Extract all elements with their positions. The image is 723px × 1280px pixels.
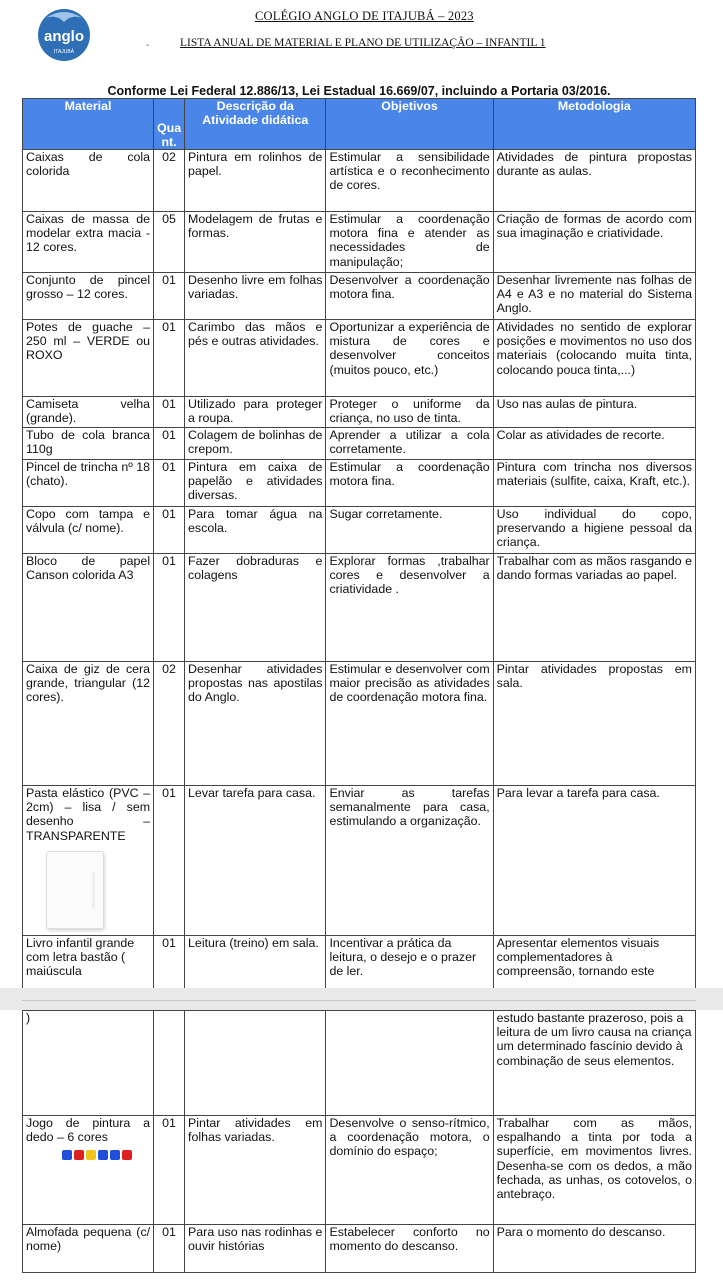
material-table — [22, 98, 696, 989]
methodology-cell: Criação de formas de acordo com sua imaginação e criatividade. — [493, 212, 695, 273]
methodology-cell: Para levar a tarefa para casa. — [493, 786, 695, 936]
material-cell: Tubo de cola branca 110g — [23, 428, 154, 460]
material-text: Jogo de pintura a dedo – 6 cores — [26, 1116, 151, 1145]
material-cell: ) — [23, 1011, 154, 1116]
table-row — [23, 428, 696, 460]
description-cell: Carimbo das mãos e pés e outras atividades. — [185, 320, 326, 397]
table-row — [23, 554, 696, 662]
material-cell — [23, 786, 154, 936]
header-quantity: Qua nt. — [154, 99, 185, 150]
objective-cell: Estimular e desenvolver com maior precisão as atividades de coordenação motora fina. — [326, 662, 493, 786]
table-row — [23, 662, 696, 786]
objective-cell: Estimular a coordenação motora fina e atender as necessidades de manipulação; — [326, 212, 493, 273]
paint-pot — [74, 1150, 84, 1160]
quantity-cell: 01 — [154, 1116, 185, 1225]
objective-cell: Desenvolver a coordenação motora fina. — [326, 273, 493, 320]
table-row — [23, 786, 696, 936]
objective-cell: Enviar as tarefas semanalmente para casa, estimulando a organização. — [326, 786, 493, 936]
description-cell — [185, 1011, 326, 1116]
objective-cell: Aprender a utilizar a cola corretamente. — [326, 428, 493, 460]
methodology-cell: Atividades no sentido de explorar posições e movimentos no uso dos materiais (colocando muita tinta, colocando pouca tinta,...) — [493, 320, 695, 397]
paint-pot — [86, 1150, 96, 1160]
objective-cell: Explorar formas ,trabalhar cores e desenvolver a criatividade . — [326, 554, 493, 662]
header-material: Material — [23, 99, 154, 150]
quantity-cell: 05 — [154, 212, 185, 273]
methodology-cell: Uso individual do copo, preservando a higiene pessoal da criança. — [493, 507, 695, 554]
material-cell: Caixa de giz de cera grande, triangular (12 cores). — [23, 662, 154, 786]
material-cell — [23, 1116, 154, 1225]
material-cell: Livro infantil grande com letra bastão ( maiúscula — [23, 935, 154, 988]
paint-pot — [98, 1150, 108, 1160]
header-methodology: Metodologia — [493, 99, 695, 150]
table-row — [23, 320, 696, 397]
quantity-cell: 01 — [154, 935, 185, 988]
description-cell: Desenho livre em folhas variadas. — [185, 273, 326, 320]
table-row — [23, 460, 696, 507]
paint-pot — [62, 1150, 72, 1160]
methodology-cell: Desenhar livremente nas folhas de A4 e A3 e no material do Sistema Anglo. — [493, 273, 695, 320]
table-row — [23, 507, 696, 554]
description-cell: Leitura (treino) em sala. — [185, 935, 326, 988]
material-table-continued — [22, 1010, 696, 1273]
document-header — [0, 0, 723, 80]
paint-pot — [110, 1150, 120, 1160]
quantity-cell — [154, 1011, 185, 1116]
material-cell: Copo com tampa e válvula (c/ nome). — [23, 507, 154, 554]
header-description: Descrição da Atividade didática — [185, 99, 326, 150]
page-break-line — [22, 1000, 696, 1001]
svg-text:anglo: anglo — [44, 28, 84, 45]
description-cell: Colagem de bolinhas de crepom. — [185, 428, 326, 460]
table-row — [23, 1011, 696, 1116]
material-cell: Camiseta velha (grande). — [23, 397, 154, 428]
quantity-cell: 02 — [154, 150, 185, 212]
description-cell: Desenhar atividades propostas nas apostilas do Anglo. — [185, 662, 326, 786]
methodology-cell: Colar as atividades de recorte. — [493, 428, 695, 460]
header-objectives: Objetivos — [326, 99, 493, 150]
quantity-cell: 01 — [154, 786, 185, 936]
objective-cell: Oportunizar a experiência de mistura de cores e desenvolver conceitos (muitos pouco, etc.) — [326, 320, 493, 397]
objective-cell — [326, 1011, 493, 1116]
quantity-cell: 01 — [154, 1225, 185, 1273]
table-row — [23, 273, 696, 320]
description-cell: Para uso nas rodinhas e ouvir histórias — [185, 1225, 326, 1273]
description-cell: Modelagem de frutas e formas. — [185, 212, 326, 273]
quantity-cell: 01 — [154, 507, 185, 554]
material-text: Pasta elástico (PVC –2cm) – lisa / sem desenho – TRANSPARENTE — [26, 786, 151, 843]
objective-cell: Incentivar a prática da leitura, o desejo e o prazer de ler. — [326, 935, 493, 988]
material-cell: Pincel de trincha nº 18 (chato). — [23, 460, 154, 507]
table-row — [23, 1116, 696, 1225]
table-row — [23, 150, 696, 212]
table-row — [23, 935, 696, 988]
description-cell: Fazer dobraduras e colagens — [185, 554, 326, 662]
table-row — [23, 212, 696, 273]
objective-cell: Sugar corretamente. — [326, 507, 493, 554]
objective-cell: Estabelecer conforto no momento do descanso. — [326, 1225, 493, 1273]
methodology-cell: Trabalhar com as mãos rasgando e dando formas variadas ao papel. — [493, 554, 695, 662]
quantity-cell: 01 — [154, 397, 185, 428]
description-cell: Pintura em rolinhos de papel. — [185, 150, 326, 212]
methodology-cell: Para o momento do descanso. — [493, 1225, 695, 1273]
table-row — [23, 397, 696, 428]
material-cell: Bloco de papel Canson colorida A3 — [23, 554, 154, 662]
methodology-cell: Pintura com trincha nos diversos materiais (sulfite, caixa, Kraft, etc.). — [493, 460, 695, 507]
school-name: COLÉGIO ANGLO DE ITAJUBÁ – 2023 — [255, 9, 474, 23]
objective-cell: Desenvolve o senso-rítmico, a coordenação motora, o domínio do espaço; — [326, 1116, 493, 1225]
objective-cell: Estimular a sensibilidade artística e o reconhecimento de cores. — [326, 150, 493, 212]
objective-cell: Proteger o uniforme da criança, no uso de tinta. — [326, 397, 493, 428]
methodology-cell: Pintar atividades propostas em sala. — [493, 662, 695, 786]
methodology-cell: Apresentar elementos visuais complementadores à compreensão, tornando este — [493, 935, 695, 988]
quantity-cell: 01 — [154, 460, 185, 507]
material-cell: Almofada pequena (c/ nome) — [23, 1225, 154, 1273]
methodology-cell: estudo bastante prazeroso, pois a leitura de um livro causa na criança um determinado fascínio devido à combinação de seus elementos. — [493, 1011, 695, 1116]
law-notice: Conforme Lei Federal 12.886/13, Lei Estadual 16.669/07, incluindo a Portaria 03/2016. — [107, 84, 611, 98]
quantity-cell: 01 — [154, 273, 185, 320]
svg-text:ITAJUBÁ: ITAJUBÁ — [53, 49, 75, 55]
transparent-folder-image — [46, 851, 104, 929]
anglo-logo — [34, 8, 94, 64]
description-cell: Utilizado para proteger a roupa. — [185, 397, 326, 428]
objective-cell: Estimular a coordenação motora fina. — [326, 460, 493, 507]
quantity-cell: 01 — [154, 554, 185, 662]
quantity-cell: 01 — [154, 320, 185, 397]
table-row — [23, 1225, 696, 1273]
list-title: LISTA ANUAL DE MATERIAL E PLANO DE UTILIZAÇÃO – INFANTIL 1 — [180, 37, 546, 49]
methodology-cell: Uso nas aulas de pintura. — [493, 397, 695, 428]
table-header-row — [23, 99, 696, 150]
description-cell: Para tomar água na escola. — [185, 507, 326, 554]
paint-pot — [122, 1150, 132, 1160]
separator-dash: - — [146, 40, 150, 51]
paint-pots-image — [62, 1150, 150, 1160]
material-cell: Conjunto de pincel grosso – 12 cores. — [23, 273, 154, 320]
methodology-cell: Trabalhar com as mãos, espalhando a tinta por toda a superfície, em movimentos livres. Desenha-se com os dedos, a mão fechada, as unhas, os cotovelos, o antebraço. — [493, 1116, 695, 1225]
material-cell: Caixas de cola colorida — [23, 150, 154, 212]
page-break — [0, 988, 723, 1010]
description-cell: Pintar atividades em folhas variadas. — [185, 1116, 326, 1225]
material-cell: Caixas de massa de modelar extra macia - 12 cores. — [23, 212, 154, 273]
quantity-cell: 01 — [154, 428, 185, 460]
material-cell: Potes de guache – 250 ml – VERDE ou ROXO — [23, 320, 154, 397]
description-cell: Pintura em caixa de papelão e atividades diversas. — [185, 460, 326, 507]
description-cell: Levar tarefa para casa. — [185, 786, 326, 936]
methodology-cell: Atividades de pintura propostas durante as aulas. — [493, 150, 695, 212]
quantity-cell: 02 — [154, 662, 185, 786]
